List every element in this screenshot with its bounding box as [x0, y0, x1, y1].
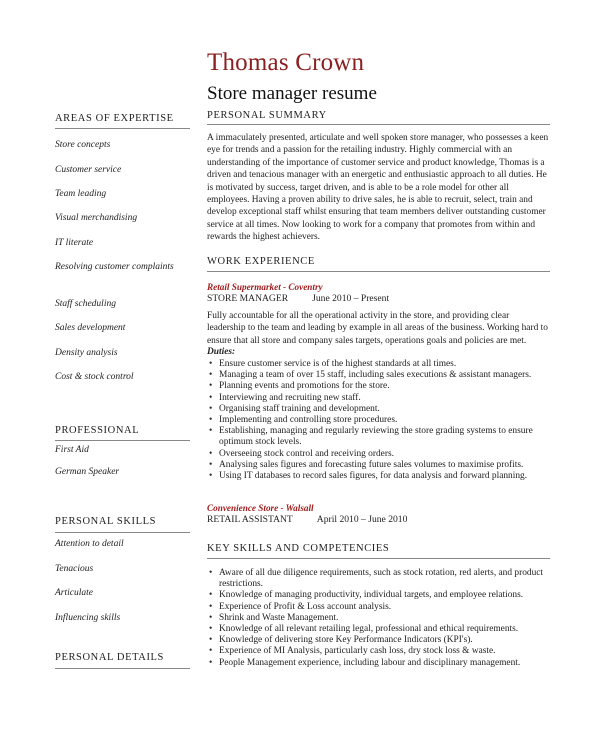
- expertise-item: Staff scheduling: [55, 299, 116, 309]
- list-item: • Aware of all due diligence requirements, such as stock rotation, red alerts, and product restrictions.: [219, 568, 561, 590]
- expertise-item: Resolving customer complaints: [55, 262, 174, 272]
- list-item: • Planning events and promotions for the store.: [219, 381, 561, 392]
- divider: [207, 124, 550, 125]
- key-skills-heading: KEY SKILLS AND COMPETENCIES: [207, 543, 390, 554]
- expertise-item: Sales development: [55, 323, 126, 333]
- skill-item: Attention to detail: [55, 539, 124, 549]
- list-item: • Experience of Profit & Loss account analysis.: [219, 602, 561, 613]
- list-item: • Implementing and controlling store procedures.: [219, 415, 561, 426]
- list-item: • Analysing sales figures and forecasting future sales volumes to maximise profits.: [219, 460, 561, 471]
- job-title-line: [207, 293, 389, 304]
- divider: [207, 558, 550, 559]
- list-item: • Interviewing and recruiting new staff.: [219, 393, 561, 404]
- job-title-line: [207, 514, 407, 525]
- list-item: • Knowledge of managing productivity, individual targets, and employee relations.: [219, 590, 561, 601]
- divider: [55, 668, 190, 669]
- duties-list: [207, 359, 561, 482]
- list-item: • People Management experience, including labour and disciplinary management.: [219, 658, 561, 669]
- expertise-item: Team leading: [55, 189, 107, 199]
- areas-of-expertise-heading: AREAS OF EXPERTISE: [55, 113, 174, 124]
- divider: [207, 271, 550, 272]
- list-item: • Establishing, managing and regularly reviewing the store grading systems to ensure optimum stock levels.: [219, 426, 561, 448]
- expertise-item: Store concepts: [55, 140, 111, 150]
- list-item: • Overseeing stock control and receiving orders.: [219, 449, 561, 460]
- skill-item: Articulate: [55, 588, 93, 598]
- summary-heading: PERSONAL SUMMARY: [207, 110, 327, 121]
- professional-item: German Speaker: [55, 467, 120, 477]
- company-name: Convenience Store - Walsall: [207, 503, 314, 513]
- job-dates: April 2010 – June 2010: [316, 514, 408, 525]
- work-experience-heading: WORK EXPERIENCE: [207, 256, 315, 267]
- key-skills-list: [207, 568, 561, 669]
- expertise-item: Density analysis: [55, 348, 118, 358]
- professional-item: First Aid: [55, 445, 89, 455]
- candidate-name: Thomas Crown: [207, 49, 365, 76]
- divider: [55, 532, 190, 533]
- list-item: • Ensure customer service is of the highest standards at all times.: [219, 359, 561, 370]
- list-item: • Using IT databases to record sales figures, for data analysis and forward planning.: [219, 471, 561, 482]
- personal-skills-heading: PERSONAL SKILLS: [55, 516, 157, 527]
- expertise-item: IT literate: [55, 238, 94, 248]
- expertise-item: Cost & stock control: [55, 372, 134, 382]
- job-description: Fully accountable for all the operational activity in the store, and providing clear leadership to the team and leading by example in all areas of the business. Working hard to ensure that all store and company sales targets, operations goals and policies are met.: [207, 311, 548, 346]
- job-dates: June 2010 – Present: [312, 293, 390, 304]
- company-name: Retail Supermarket - Coventry: [207, 282, 323, 292]
- skill-item: Tenacious: [55, 564, 94, 574]
- divider: [55, 128, 190, 129]
- duties-label: Duties:: [207, 347, 236, 357]
- expertise-item: Visual merchandising: [55, 213, 138, 223]
- list-item: • Experience of MI Analysis, particularly cash loss, dry stock loss & waste.: [219, 646, 561, 657]
- list-item: • Shrink and Waste Management.: [219, 613, 561, 624]
- job-title: RETAIL ASSISTANT: [207, 514, 293, 525]
- list-item: • Managing a team of over 15 staff, including sales executions & assistant managers.: [219, 370, 561, 381]
- list-item: • Knowledge of delivering store Key Performance Indicators (KPI's).: [219, 635, 561, 646]
- list-item: • Knowledge of all relevant retailing legal, professional and ethical requirements.: [219, 624, 561, 635]
- resume-title: Store manager resume: [207, 83, 377, 104]
- list-item: • Organising staff training and development.: [219, 404, 561, 415]
- summary-text: A immaculately presented, articulate and well spoken store manager, who possesses a keen eye for trends and a passion for the retailing industry. Highly commercial with an understanding of the importance of customer service and product knowledge, Thomas is a driven and tenacious manager with an energetic and enthusiastic approach to all duties. He is motivated by success, target driven, and is able to be a role model for other all employees. Having a proven ability to drive sales, he is able to recruit, select, train and develop exceptional staff whilst ensuring that team members deliver outstanding customer service at all times. Now looking to work for a company that promotes from within and rewards the highest achievers.: [207, 133, 549, 243]
- professional-heading: PROFESSIONAL: [55, 425, 140, 436]
- job-title: STORE MANAGER: [207, 293, 289, 304]
- divider: [55, 440, 190, 441]
- personal-details-heading: PERSONAL DETAILS: [55, 652, 164, 663]
- expertise-item: Customer service: [55, 165, 122, 175]
- skill-item: Influencing skills: [55, 613, 121, 623]
